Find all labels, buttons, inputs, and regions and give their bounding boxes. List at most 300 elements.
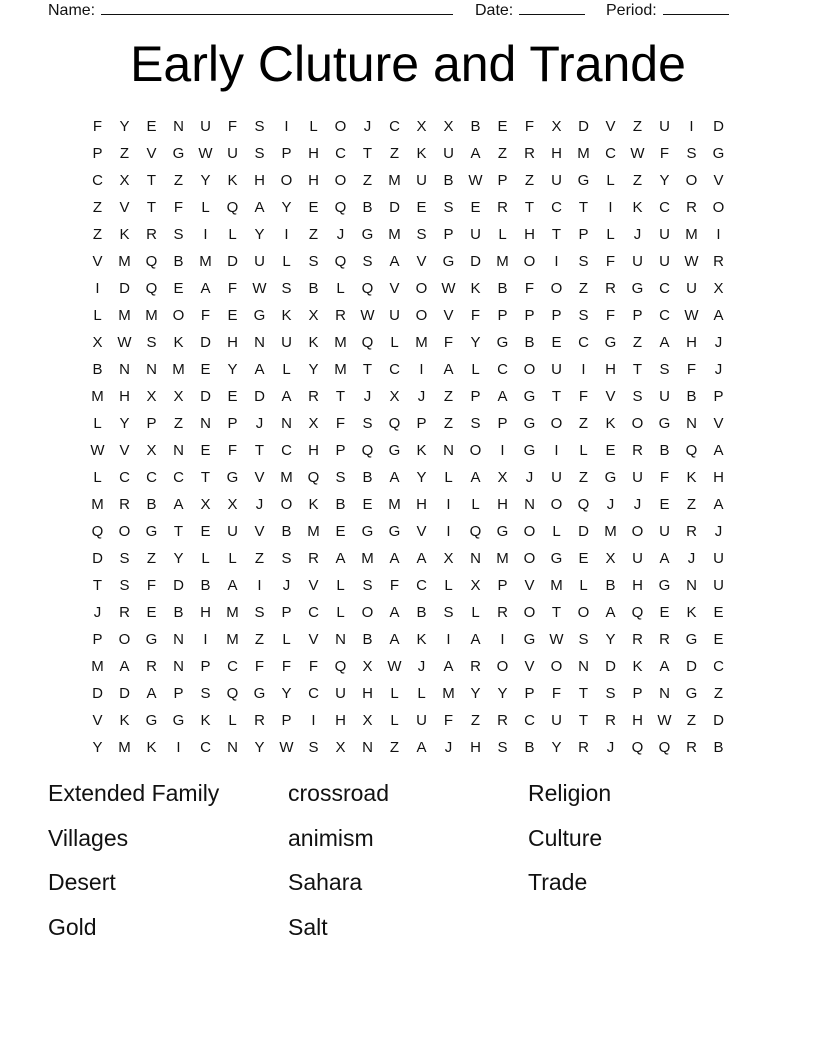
grid-letter[interactable]: Z bbox=[92, 199, 103, 216]
grid-letter[interactable]: X bbox=[362, 658, 373, 675]
grid-letter[interactable]: A bbox=[443, 658, 454, 675]
grid-letter[interactable]: A bbox=[389, 604, 400, 621]
grid-letter[interactable]: X bbox=[335, 739, 346, 756]
grid-letter[interactable]: K bbox=[416, 145, 427, 162]
grid-letter[interactable]: T bbox=[146, 199, 157, 216]
grid-letter[interactable]: S bbox=[470, 415, 481, 432]
grid-letter[interactable]: F bbox=[443, 712, 454, 729]
grid-letter[interactable]: Q bbox=[226, 685, 239, 702]
grid-letter[interactable]: B bbox=[362, 631, 373, 648]
grid-letter[interactable]: F bbox=[146, 577, 157, 594]
grid-letter[interactable]: W bbox=[657, 712, 672, 729]
grid-letter[interactable]: N bbox=[254, 334, 265, 351]
grid-letter[interactable]: A bbox=[173, 496, 184, 513]
grid-letter[interactable]: I bbox=[446, 496, 451, 513]
grid-letter[interactable]: D bbox=[92, 685, 103, 702]
grid-letter[interactable]: U bbox=[632, 253, 643, 270]
grid-letter[interactable]: K bbox=[416, 631, 427, 648]
grid-letter[interactable]: H bbox=[632, 577, 643, 594]
grid-letter[interactable]: I bbox=[419, 361, 424, 378]
grid-letter[interactable]: D bbox=[254, 388, 265, 405]
grid-letter[interactable]: D bbox=[470, 253, 481, 270]
grid-letter[interactable]: B bbox=[470, 118, 481, 135]
grid-letter[interactable]: U bbox=[659, 523, 670, 540]
grid-letter[interactable]: V bbox=[308, 577, 319, 594]
grid-letter[interactable]: O bbox=[280, 172, 293, 189]
grid-letter[interactable]: H bbox=[632, 712, 643, 729]
grid-letter[interactable]: C bbox=[389, 118, 400, 135]
grid-letter[interactable]: B bbox=[200, 577, 211, 594]
grid-letter[interactable]: K bbox=[119, 226, 130, 243]
grid-letter[interactable]: M bbox=[91, 388, 104, 405]
grid-letter[interactable]: Z bbox=[632, 334, 643, 351]
grid-letter[interactable]: Y bbox=[227, 361, 238, 378]
grid-letter[interactable]: O bbox=[361, 604, 374, 621]
grid-letter[interactable]: C bbox=[713, 658, 724, 675]
grid-letter[interactable]: L bbox=[390, 334, 399, 351]
grid-letter[interactable]: X bbox=[362, 712, 373, 729]
grid-letter[interactable]: N bbox=[281, 415, 292, 432]
grid-letter[interactable]: X bbox=[497, 469, 508, 486]
grid-letter[interactable]: P bbox=[335, 442, 346, 459]
grid-letter[interactable]: W bbox=[630, 145, 645, 162]
grid-letter[interactable]: M bbox=[334, 334, 347, 351]
grid-letter[interactable]: M bbox=[280, 469, 293, 486]
grid-letter[interactable]: L bbox=[228, 550, 237, 567]
grid-letter[interactable]: I bbox=[203, 631, 208, 648]
grid-letter[interactable]: C bbox=[119, 469, 130, 486]
grid-letter[interactable]: B bbox=[92, 361, 103, 378]
grid-letter[interactable]: Y bbox=[92, 739, 103, 756]
grid-letter[interactable]: L bbox=[390, 712, 399, 729]
grid-letter[interactable]: M bbox=[118, 253, 131, 270]
grid-letter[interactable]: S bbox=[119, 577, 130, 594]
grid-letter[interactable]: Y bbox=[200, 172, 211, 189]
grid-letter[interactable]: Q bbox=[685, 442, 698, 459]
grid-letter[interactable]: A bbox=[200, 280, 211, 297]
grid-letter[interactable]: K bbox=[686, 469, 697, 486]
grid-letter[interactable]: T bbox=[578, 685, 589, 702]
grid-letter[interactable]: F bbox=[92, 118, 103, 135]
grid-letter[interactable]: F bbox=[335, 415, 346, 432]
grid-letter[interactable]: C bbox=[524, 712, 535, 729]
grid-letter[interactable]: F bbox=[254, 658, 265, 675]
grid-letter[interactable]: L bbox=[336, 280, 345, 297]
grid-letter[interactable]: F bbox=[227, 118, 238, 135]
grid-letter[interactable]: I bbox=[554, 442, 559, 459]
grid-letter[interactable]: L bbox=[471, 361, 480, 378]
grid-letter[interactable]: Q bbox=[361, 442, 374, 459]
grid-letter[interactable]: Z bbox=[632, 172, 643, 189]
grid-letter[interactable]: O bbox=[496, 658, 509, 675]
grid-letter[interactable]: L bbox=[498, 226, 507, 243]
grid-letter[interactable]: M bbox=[604, 523, 617, 540]
grid-letter[interactable]: D bbox=[578, 118, 589, 135]
grid-letter[interactable]: H bbox=[335, 712, 346, 729]
grid-letter[interactable]: R bbox=[470, 658, 481, 675]
grid-letter[interactable]: R bbox=[119, 496, 130, 513]
grid-letter[interactable]: L bbox=[444, 577, 453, 594]
grid-letter[interactable]: S bbox=[686, 145, 697, 162]
grid-letter[interactable]: U bbox=[389, 307, 400, 324]
grid-letter[interactable]: P bbox=[497, 577, 508, 594]
grid-letter[interactable]: D bbox=[119, 685, 130, 702]
period-line[interactable] bbox=[663, 0, 729, 15]
grid-letter[interactable]: F bbox=[659, 145, 670, 162]
grid-letter[interactable]: N bbox=[362, 739, 373, 756]
grid-letter[interactable]: J bbox=[714, 523, 723, 540]
grid-letter[interactable]: S bbox=[254, 118, 265, 135]
grid-letter[interactable]: B bbox=[335, 496, 346, 513]
grid-letter[interactable]: G bbox=[523, 388, 536, 405]
grid-letter[interactable]: S bbox=[146, 334, 157, 351]
grid-letter[interactable]: G bbox=[523, 442, 536, 459]
grid-letter[interactable]: K bbox=[632, 199, 643, 216]
grid-letter[interactable]: O bbox=[631, 523, 644, 540]
grid-letter[interactable]: A bbox=[659, 334, 670, 351]
grid-letter[interactable]: J bbox=[444, 739, 453, 756]
grid-letter[interactable]: O bbox=[523, 523, 536, 540]
grid-letter[interactable]: G bbox=[388, 442, 401, 459]
grid-letter[interactable]: L bbox=[606, 226, 615, 243]
grid-letter[interactable]: V bbox=[713, 415, 724, 432]
grid-letter[interactable]: R bbox=[632, 631, 643, 648]
grid-letter[interactable]: Z bbox=[686, 712, 697, 729]
grid-letter[interactable]: M bbox=[415, 334, 428, 351]
grid-letter[interactable]: L bbox=[336, 577, 345, 594]
grid-letter[interactable]: Z bbox=[578, 469, 589, 486]
grid-letter[interactable]: P bbox=[497, 172, 508, 189]
grid-letter[interactable]: U bbox=[659, 118, 670, 135]
grid-letter[interactable]: F bbox=[551, 685, 562, 702]
grid-letter[interactable]: E bbox=[713, 631, 724, 648]
grid-letter[interactable]: N bbox=[335, 631, 346, 648]
grid-letter[interactable]: C bbox=[335, 145, 346, 162]
grid-letter[interactable]: L bbox=[579, 442, 588, 459]
grid-letter[interactable]: S bbox=[362, 577, 373, 594]
grid-letter[interactable]: C bbox=[308, 685, 319, 702]
grid-letter[interactable]: J bbox=[714, 334, 723, 351]
grid-letter[interactable]: P bbox=[416, 415, 427, 432]
grid-letter[interactable]: Q bbox=[631, 739, 644, 756]
grid-letter[interactable]: X bbox=[146, 442, 157, 459]
grid-letter[interactable]: J bbox=[255, 496, 264, 513]
grid-letter[interactable]: L bbox=[471, 496, 480, 513]
grid-letter[interactable]: T bbox=[173, 523, 184, 540]
grid-letter[interactable]: O bbox=[415, 307, 428, 324]
grid-letter[interactable]: B bbox=[524, 739, 535, 756]
grid-letter[interactable]: M bbox=[685, 226, 698, 243]
grid-letter[interactable]: U bbox=[200, 118, 211, 135]
grid-letter[interactable]: L bbox=[309, 118, 318, 135]
grid-letter[interactable]: K bbox=[308, 334, 319, 351]
grid-letter[interactable]: Z bbox=[173, 172, 184, 189]
grid-letter[interactable]: Q bbox=[334, 253, 347, 270]
grid-letter[interactable]: N bbox=[659, 685, 670, 702]
grid-letter[interactable]: W bbox=[441, 280, 456, 297]
grid-letter[interactable]: W bbox=[279, 739, 294, 756]
grid-letter[interactable]: C bbox=[497, 361, 508, 378]
grid-letter[interactable]: U bbox=[281, 334, 292, 351]
grid-letter[interactable]: Y bbox=[605, 631, 616, 648]
grid-letter[interactable]: Z bbox=[470, 712, 481, 729]
grid-letter[interactable]: M bbox=[361, 550, 374, 567]
grid-letter[interactable]: T bbox=[551, 226, 562, 243]
grid-letter[interactable]: A bbox=[470, 469, 481, 486]
grid-letter[interactable]: M bbox=[118, 307, 131, 324]
grid-letter[interactable]: X bbox=[470, 577, 481, 594]
grid-letter[interactable]: I bbox=[95, 280, 100, 297]
grid-letter[interactable]: O bbox=[550, 658, 563, 675]
grid-letter[interactable]: S bbox=[254, 604, 265, 621]
grid-letter[interactable]: E bbox=[335, 523, 346, 540]
grid-letter[interactable]: R bbox=[605, 280, 616, 297]
grid-letter[interactable]: I bbox=[446, 523, 451, 540]
grid-letter[interactable]: L bbox=[417, 685, 426, 702]
grid-letter[interactable]: J bbox=[606, 496, 615, 513]
grid-letter[interactable]: M bbox=[496, 253, 509, 270]
grid-letter[interactable]: A bbox=[146, 685, 157, 702]
grid-letter[interactable]: A bbox=[281, 388, 292, 405]
grid-letter[interactable]: G bbox=[604, 334, 617, 351]
grid-letter[interactable]: C bbox=[551, 199, 562, 216]
grid-letter[interactable]: O bbox=[712, 199, 725, 216]
grid-letter[interactable]: B bbox=[443, 172, 454, 189]
grid-letter[interactable]: B bbox=[686, 388, 697, 405]
grid-letter[interactable]: A bbox=[416, 739, 427, 756]
grid-letter[interactable]: R bbox=[686, 523, 697, 540]
grid-letter[interactable]: Y bbox=[281, 685, 292, 702]
grid-letter[interactable]: E bbox=[173, 280, 184, 297]
grid-letter[interactable]: R bbox=[632, 442, 643, 459]
grid-letter[interactable]: I bbox=[203, 226, 208, 243]
grid-letter[interactable]: M bbox=[172, 361, 185, 378]
grid-letter[interactable]: U bbox=[416, 712, 427, 729]
grid-letter[interactable]: E bbox=[200, 442, 211, 459]
grid-letter[interactable]: L bbox=[282, 253, 291, 270]
grid-letter[interactable]: U bbox=[632, 550, 643, 567]
grid-letter[interactable]: W bbox=[198, 145, 213, 162]
grid-letter[interactable]: B bbox=[146, 496, 157, 513]
grid-letter[interactable]: I bbox=[608, 199, 613, 216]
grid-letter[interactable]: X bbox=[308, 415, 319, 432]
grid-letter[interactable]: H bbox=[713, 469, 724, 486]
grid-letter[interactable]: V bbox=[254, 469, 265, 486]
grid-letter[interactable]: K bbox=[200, 712, 211, 729]
grid-letter[interactable]: Z bbox=[92, 226, 103, 243]
date-line[interactable] bbox=[519, 0, 585, 15]
grid-letter[interactable]: D bbox=[119, 280, 130, 297]
grid-letter[interactable]: D bbox=[92, 550, 103, 567]
grid-letter[interactable]: V bbox=[713, 172, 724, 189]
grid-letter[interactable]: N bbox=[578, 658, 589, 675]
grid-letter[interactable]: D bbox=[173, 577, 184, 594]
grid-letter[interactable]: C bbox=[659, 199, 670, 216]
grid-letter[interactable]: C bbox=[659, 307, 670, 324]
grid-letter[interactable]: T bbox=[362, 361, 373, 378]
grid-letter[interactable]: O bbox=[469, 442, 482, 459]
grid-letter[interactable]: H bbox=[308, 442, 319, 459]
grid-letter[interactable]: Z bbox=[389, 145, 400, 162]
grid-letter[interactable]: I bbox=[716, 226, 721, 243]
grid-letter[interactable]: E bbox=[200, 361, 211, 378]
grid-letter[interactable]: O bbox=[172, 307, 185, 324]
grid-letter[interactable]: F bbox=[524, 118, 535, 135]
grid-letter[interactable]: A bbox=[119, 658, 130, 675]
grid-letter[interactable]: L bbox=[579, 577, 588, 594]
grid-letter[interactable]: R bbox=[335, 307, 346, 324]
grid-letter[interactable]: Q bbox=[307, 469, 320, 486]
grid-letter[interactable]: G bbox=[145, 631, 158, 648]
grid-letter[interactable]: C bbox=[308, 604, 319, 621]
grid-letter[interactable]: I bbox=[581, 361, 586, 378]
grid-letter[interactable]: M bbox=[388, 226, 401, 243]
grid-letter[interactable]: I bbox=[176, 739, 181, 756]
grid-letter[interactable]: E bbox=[227, 307, 238, 324]
grid-letter[interactable]: P bbox=[281, 145, 292, 162]
grid-letter[interactable]: Z bbox=[254, 550, 265, 567]
grid-letter[interactable]: I bbox=[689, 118, 694, 135]
grid-letter[interactable]: Q bbox=[469, 523, 482, 540]
grid-letter[interactable]: E bbox=[146, 118, 157, 135]
grid-letter[interactable]: G bbox=[145, 712, 158, 729]
grid-letter[interactable]: M bbox=[388, 172, 401, 189]
grid-letter[interactable]: X bbox=[200, 496, 211, 513]
grid-letter[interactable]: S bbox=[659, 361, 670, 378]
grid-letter[interactable]: B bbox=[605, 577, 616, 594]
grid-letter[interactable]: Z bbox=[362, 172, 373, 189]
grid-letter[interactable]: A bbox=[605, 604, 616, 621]
grid-letter[interactable]: U bbox=[254, 253, 265, 270]
grid-letter[interactable]: P bbox=[713, 388, 724, 405]
grid-letter[interactable]: M bbox=[496, 550, 509, 567]
grid-letter[interactable]: Y bbox=[497, 685, 508, 702]
period-field[interactable] bbox=[606, 0, 729, 20]
grid-letter[interactable]: X bbox=[227, 496, 238, 513]
grid-letter[interactable]: E bbox=[605, 442, 616, 459]
grid-letter[interactable]: Q bbox=[361, 334, 374, 351]
grid-letter[interactable]: O bbox=[550, 415, 563, 432]
grid-letter[interactable]: U bbox=[470, 226, 481, 243]
grid-letter[interactable]: O bbox=[631, 415, 644, 432]
grid-letter[interactable]: L bbox=[444, 469, 453, 486]
grid-letter[interactable]: S bbox=[416, 226, 427, 243]
grid-letter[interactable]: H bbox=[362, 685, 373, 702]
grid-letter[interactable]: L bbox=[282, 361, 291, 378]
grid-letter[interactable]: N bbox=[119, 361, 130, 378]
grid-letter[interactable]: O bbox=[118, 631, 131, 648]
grid-letter[interactable]: G bbox=[172, 145, 185, 162]
grid-letter[interactable]: I bbox=[500, 442, 505, 459]
grid-letter[interactable]: Z bbox=[524, 172, 535, 189]
grid-letter[interactable]: O bbox=[334, 172, 347, 189]
grid-letter[interactable]: H bbox=[227, 334, 238, 351]
grid-letter[interactable]: B bbox=[173, 604, 184, 621]
grid-letter[interactable]: N bbox=[686, 577, 697, 594]
grid-letter[interactable]: B bbox=[308, 280, 319, 297]
grid-letter[interactable]: M bbox=[442, 685, 455, 702]
grid-letter[interactable]: U bbox=[659, 253, 670, 270]
grid-letter[interactable]: W bbox=[549, 631, 564, 648]
grid-letter[interactable]: H bbox=[254, 172, 265, 189]
grid-letter[interactable]: X bbox=[551, 118, 562, 135]
grid-letter[interactable]: B bbox=[416, 604, 427, 621]
grid-letter[interactable]: U bbox=[713, 550, 724, 567]
grid-letter[interactable]: Q bbox=[145, 280, 158, 297]
grid-letter[interactable]: J bbox=[633, 226, 642, 243]
grid-letter[interactable]: C bbox=[92, 172, 103, 189]
grid-letter[interactable]: G bbox=[685, 631, 698, 648]
grid-letter[interactable]: V bbox=[254, 523, 265, 540]
grid-letter[interactable]: C bbox=[200, 739, 211, 756]
grid-letter[interactable]: P bbox=[443, 226, 454, 243]
grid-letter[interactable]: P bbox=[632, 307, 643, 324]
grid-letter[interactable]: E bbox=[227, 388, 238, 405]
grid-letter[interactable]: F bbox=[605, 307, 616, 324]
grid-letter[interactable]: M bbox=[550, 577, 563, 594]
grid-letter[interactable]: J bbox=[633, 496, 642, 513]
grid-letter[interactable]: M bbox=[91, 658, 104, 675]
grid-letter[interactable]: I bbox=[257, 577, 262, 594]
grid-letter[interactable]: Q bbox=[577, 496, 590, 513]
grid-letter[interactable]: I bbox=[500, 631, 505, 648]
grid-letter[interactable]: W bbox=[387, 658, 402, 675]
name-line[interactable] bbox=[101, 0, 453, 15]
grid-letter[interactable]: E bbox=[200, 523, 211, 540]
grid-letter[interactable]: X bbox=[605, 550, 616, 567]
grid-letter[interactable]: C bbox=[227, 658, 238, 675]
grid-letter[interactable]: G bbox=[712, 145, 725, 162]
grid-letter[interactable]: X bbox=[308, 307, 319, 324]
grid-letter[interactable]: T bbox=[254, 442, 265, 459]
grid-letter[interactable]: M bbox=[307, 523, 320, 540]
grid-letter[interactable]: G bbox=[685, 685, 698, 702]
grid-letter[interactable]: D bbox=[227, 253, 238, 270]
grid-letter[interactable]: I bbox=[554, 253, 559, 270]
grid-letter[interactable]: F bbox=[605, 253, 616, 270]
grid-letter[interactable]: T bbox=[551, 388, 562, 405]
grid-letter[interactable]: Y bbox=[119, 118, 130, 135]
grid-letter[interactable]: V bbox=[146, 145, 157, 162]
grid-letter[interactable]: J bbox=[255, 415, 264, 432]
grid-letter[interactable]: G bbox=[361, 226, 374, 243]
grid-letter[interactable]: O bbox=[334, 118, 347, 135]
grid-letter[interactable]: S bbox=[281, 280, 292, 297]
grid-letter[interactable]: V bbox=[308, 631, 319, 648]
grid-letter[interactable]: R bbox=[605, 712, 616, 729]
grid-letter[interactable]: S bbox=[362, 253, 373, 270]
grid-letter[interactable]: A bbox=[227, 577, 238, 594]
grid-letter[interactable]: L bbox=[471, 604, 480, 621]
grid-letter[interactable]: S bbox=[578, 631, 589, 648]
grid-letter[interactable]: E bbox=[713, 604, 724, 621]
grid-letter[interactable]: N bbox=[146, 361, 157, 378]
grid-letter[interactable]: V bbox=[92, 253, 103, 270]
grid-letter[interactable]: E bbox=[362, 496, 373, 513]
grid-letter[interactable]: R bbox=[659, 631, 670, 648]
grid-letter[interactable]: L bbox=[201, 550, 210, 567]
grid-letter[interactable]: N bbox=[200, 415, 211, 432]
grid-letter[interactable]: Y bbox=[416, 469, 427, 486]
grid-letter[interactable]: F bbox=[686, 361, 697, 378]
grid-letter[interactable]: P bbox=[497, 415, 508, 432]
grid-letter[interactable]: W bbox=[360, 307, 375, 324]
grid-letter[interactable]: M bbox=[91, 496, 104, 513]
grid-letter[interactable]: Y bbox=[470, 685, 481, 702]
grid-letter[interactable]: P bbox=[632, 685, 643, 702]
grid-letter[interactable]: W bbox=[684, 307, 699, 324]
grid-letter[interactable]: D bbox=[578, 523, 589, 540]
